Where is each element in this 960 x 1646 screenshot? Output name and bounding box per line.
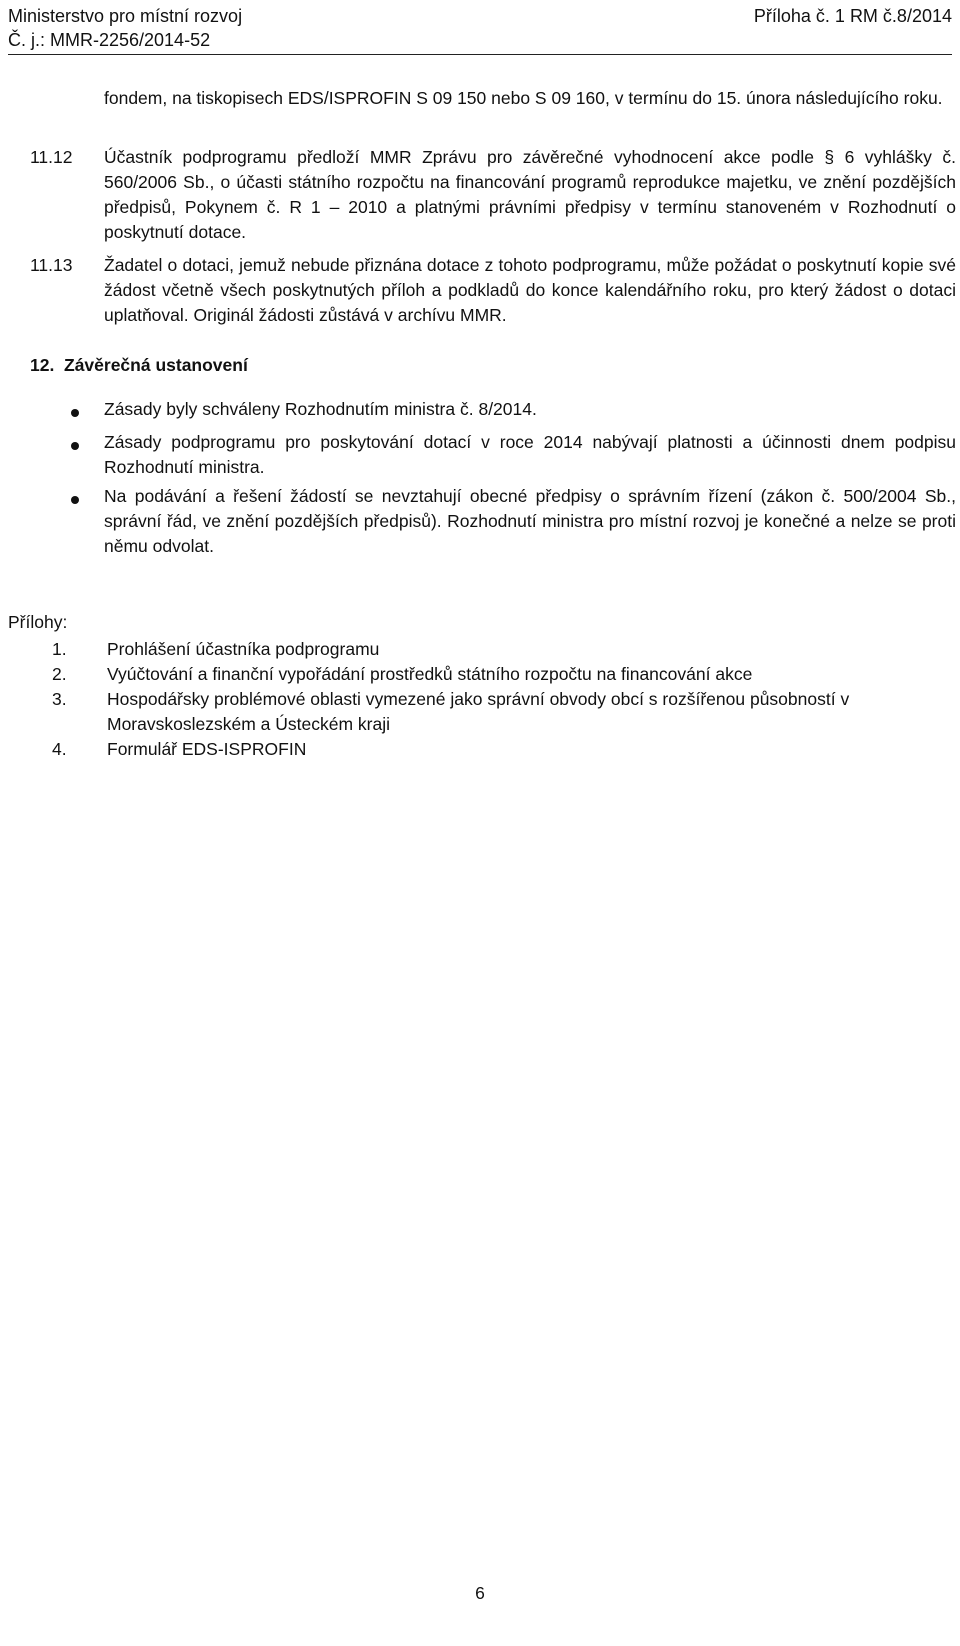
item-paragraph: Účastník podprogramu předloží MMR Zprávu pro závěrečné vyhodnocení akce podle § 6 vyhlášky č. 560/2006 Sb., o účasti státního rozpočtu na financování programů reprodukce majetku, ve znění pozdějších předpisů, Pokynem č. R 1 – 2010 a platnými právními předpisy v termínu stanoveném v Rozhodnutí o poskytnutí dotace. xyxy=(104,147,956,242)
bullet-icon xyxy=(71,409,79,417)
section-title: Závěrečná ustanovení xyxy=(64,355,248,375)
continuation-paragraph: fondem, na tiskopisech EDS/ISPROFIN S 09 150 nebo S 09 160, v termínu do 15. února následujícího roku. xyxy=(104,88,943,108)
annex-number: 2. xyxy=(52,664,67,684)
annex-item: Hospodářsky problémové oblasti vymezené jako správní obvody obcí s rozšířenou působností v Moravskoslezském a Ústeckém kraji xyxy=(107,689,850,734)
annex-item: Prohlášení účastníka podprogramu xyxy=(107,639,380,659)
item-number: 11.13 xyxy=(30,255,73,275)
ministry-name: Ministerstvo pro místní rozvoj xyxy=(8,6,243,26)
attachment-label: Příloha č. 1 RM č.8/2014 xyxy=(753,6,952,26)
bullet-item: Zásady podprogramu pro poskytování dotací v roce 2014 nabývají platnosti a účinnosti dnem podpisu Rozhodnutí ministra. xyxy=(104,432,956,477)
annex-number: 3. xyxy=(52,689,67,709)
annex-item: Vyúčtování a finanční vypořádání prostředků státního rozpočtu na financování akce xyxy=(107,664,753,684)
annex-item: Formulář EDS-ISPROFIN xyxy=(107,739,307,759)
item-number: 11.12 xyxy=(30,147,73,167)
reference-number: Č. j.: MMR-2256/2014-52 xyxy=(8,30,211,50)
annex-number: 4. xyxy=(52,739,67,759)
section-number: 12. xyxy=(30,355,55,375)
annex-number: 1. xyxy=(52,639,67,659)
bullet-icon xyxy=(71,442,79,450)
bullet-icon xyxy=(71,496,79,504)
item-paragraph: Žadatel o dotaci, jemuž nebude přiznána dotace z tohoto podprogramu, může požádat o poskytnutí kopie své žádost včetně všech poskytnutých příloh a podkladů do konce kalendářního roku, pro který žádost o dotaci uplatňoval. Originál žádosti zůstává v archívu MMR. xyxy=(104,255,956,325)
header-divider xyxy=(8,54,952,55)
bullet-item: Zásady byly schváleny Rozhodnutím ministra č. 8/2014. xyxy=(104,399,537,419)
page-header-left xyxy=(8,4,528,52)
bullet-item: Na podávání a řešení žádostí se nevztahují obecné předpisy o správním řízení (zákon č. 500/2004 Sb., správní řád, ve znění pozdějších předpisů). Rozhodnutí ministra pro místní rozvoj je konečné a nelze se proti němu odvolat. xyxy=(104,486,956,556)
annexes-title: Přílohy: xyxy=(8,612,68,632)
page-number: 6 xyxy=(475,1583,485,1603)
